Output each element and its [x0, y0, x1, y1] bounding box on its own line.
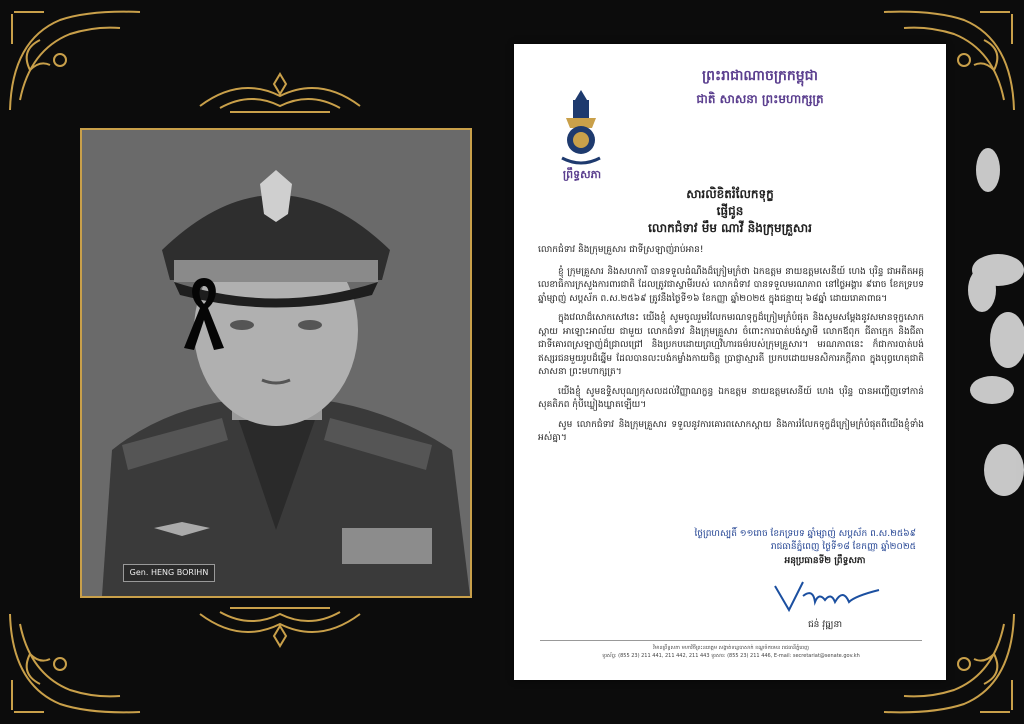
footer-contact: ទូរស័ព្ទ: (855 23) 211 441, 211 442, 211 443 ទូរសារ: (855 23) 211 446, E-mail: secretariat@senate.gov.kh	[602, 653, 860, 659]
header-kingdom: ព្រះរាជាណាចក្រកម្ពុជា	[701, 68, 818, 84]
signer-name: ជន់ វុធ្ឍនា	[807, 620, 843, 630]
lunar-date: ថ្ងៃព្រហស្បតិ៍ ១១រោច ខែភទ្របទ ឆ្នាំម្សាញ់ សប្តស័ក ព.ស.២៥៦៩	[694, 529, 916, 539]
black-ribbon-icon	[180, 274, 228, 352]
condolence-letter	[514, 44, 946, 680]
letter-title	[514, 186, 946, 237]
footer-address: វិមានព្រឹទ្ធសភា មហាវិថីព្រះនរោត្តម សង្កាត់ទន្លេបាសាក់ ខណ្ឌចំការមន រាជធានីភ្នំពេញ	[653, 645, 809, 651]
letter-footer	[540, 640, 922, 660]
flowers-decoration	[948, 140, 1024, 520]
signer-title: អនុប្រធានទី២ ព្រឹទ្ធសភា	[784, 556, 866, 566]
corner-ornament-top-left	[0, 0, 150, 120]
letter-body	[538, 244, 924, 452]
salutation: លោកជំទាវ និងក្រុមគ្រួសារ ជាទីស្រឡាញ់រាប់អាន!	[538, 245, 704, 255]
seal-label: ព្រឹទ្ធសភា	[562, 168, 602, 181]
solar-date: រាជធានីភ្នំពេញ ថ្ងៃទី១៨ ខែកញ្ញា ឆ្នាំ២០២៥	[770, 542, 916, 552]
paragraph-1: ខ្ញុំ ក្រុមគ្រួសារ និងសហការី បានទទួលដំណឹងដ៏ក្រៀមក្រំថា ឯកឧត្តម នាយឧត្តមសេនីយ៍ ហេង បុរិន្ទ ជាអតីតអគ្គលេខាធិការក្រសួងការពារជាតិ ដែលត្រូវជាស្វាមីរបស់ លោកជំទាវ បានទទួលមរណភាព នៅថ្ងៃអង្គារ ៩រោច ខែភទ្របទ ឆ្នាំម្សាញ់ សប្តស័ក ព.ស.២៥៦៩ ត្រូវនឹងថ្ងៃទី១៦ ខែកញ្ញា ឆ្នាំ២០២៥ ក្នុងជន្មាយុ ៦៨ឆ្នាំ ដោយរោគាពាធ។	[538, 266, 924, 304]
title-line-2: ផ្ញើជូន	[716, 204, 744, 218]
ornament-bottom	[190, 604, 370, 654]
portrait-photo	[80, 128, 472, 598]
signature	[769, 576, 889, 616]
title-line-3: លោកជំទាវ មឹម ណាវី និងក្រុមគ្រួសារ	[648, 221, 812, 235]
corner-ornament-bottom-left	[0, 604, 150, 724]
header-motto: ជាតិ សាសនា ព្រះមហាក្សត្រ	[696, 92, 824, 106]
name-tag: Gen. HENG BORIHN	[123, 564, 215, 582]
paragraph-2: ក្នុងវេលាដ៏សោកសៅនេះ យើងខ្ញុំ សូមចូលរួមរំលែកមរណទុក្ខដ៏ក្រៀមក្រំបំផុត និងសូមសម្តែងនូវសមានទុក្ខសោកស្តាយ អាឡោះអាល័យ ជាមួយ លោកជំទាវ និងក្រុមគ្រួសារ ចំពោះការបាត់បង់ស្វាមី លោកឪពុក ជីតាក្មេក និងជីតា ជាទីគោរពស្រឡាញ់ដ៏ជ្រាលជ្រៅ និងប្រកបដោយព្រហ្មវិហារធម៌របស់ក្រុមគ្រួសារ។ មរណភាពនេះ ក៏ជាការបាត់បង់ឥស្សរជនមួយរូបដ៏ឆ្នើម ដែលបានលះបង់កម្លាំងកាយចិត្ត ប្រាជ្ញាស្មារតី ប្រកបដោយមនសិការភក្ដីភាព ក្នុងបុព្វហេតុជាតិ សាសនា ព្រះមហាក្សត្រ។	[538, 313, 924, 377]
ornament-top	[190, 66, 370, 116]
senate-seal-icon	[556, 88, 606, 168]
paragraph-3: យើងខ្ញុំ សូមឧទ្ទិសបុណ្យកុសលដល់វិញ្ញាណក្ខន្ធ ឯកឧត្តម នាយឧត្តមសេនីយ៍ ហេង បុរិន្ទ បានអញ្ជើញទៅកាន់សុគតិភព កុំបីឃ្លៀងឃ្លាតឡើយ។	[538, 386, 924, 410]
letter-date	[694, 528, 916, 554]
paragraph-4: សូម លោកជំទាវ និងក្រុមគ្រួសារ ទទួលនូវការគោរពសោកស្តាយ និងការរំលែកទុក្ខដ៏ក្រៀមក្រំបំផុតពីយើងខ្ញុំទាំងអស់គ្នា។	[538, 419, 924, 443]
title-line-1: សារលិខិតរំលែកទុក្ខ	[686, 187, 774, 201]
